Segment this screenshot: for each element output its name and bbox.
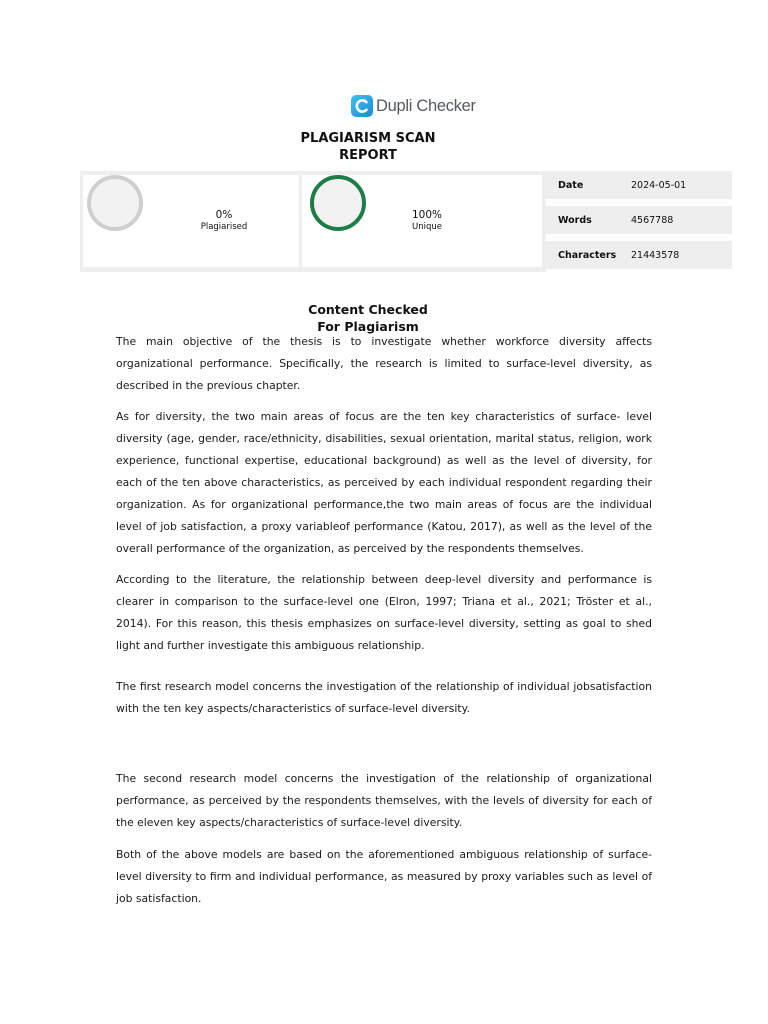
report-title	[268, 130, 468, 164]
plagiarised-percent: 0%	[215, 209, 233, 221]
plagiarised-label: Plagiarised	[200, 222, 248, 232]
unique-score-cell	[302, 175, 542, 267]
content-title-line-1: Content Checked	[308, 302, 428, 317]
brand-logo	[351, 94, 476, 118]
content-paragraph: Both of the above models are based on the aforementioned ambiguous relationship of surface-level diversity to firm and individual performance, as measured by proxy variables such as level of job satisfaction.	[116, 848, 652, 905]
plagiarised-score	[194, 209, 254, 233]
stat-row-date	[546, 171, 732, 199]
content-paragraph: The main objective of the thesis is to investigate whether workforce diversity affects organizational performance. Specifically, the research is limited to surface-level diversity, as described in the previous chapter.	[116, 335, 652, 392]
content-title-line-2: For Plagiarism	[317, 319, 419, 334]
dupli-checker-logo-icon	[351, 95, 373, 117]
logo-c-glyph-icon	[354, 98, 370, 114]
plagiarised-score-cell	[83, 175, 299, 267]
score-panel	[80, 171, 546, 272]
content-title	[268, 301, 468, 335]
stat-row-characters	[546, 241, 732, 269]
content-paragraph: As for diversity, the two main areas of focus are the ten key characteristics of surface- level diversity (age, gender, race/ethnicity, disabilities, sexual orientation, marital status, religion, work experience, functional expertise, educational background) as well as the level of diversity, for each of the ten above characteristics, as perceived by each individual respondent regarding their organization. As for organizational performance,the two main areas of focus are the individual level of job satisfaction, a proxy variableof performance (Katou, 2017), as well as the level of the overall performance of the organization, as perceived by the respondents themselves.	[116, 410, 652, 555]
report-title-line-1: PLAGIARISM SCAN	[300, 131, 436, 146]
unique-label: Unique	[412, 222, 442, 232]
stat-key: Words	[558, 214, 592, 226]
stat-value: 4567788	[631, 214, 674, 226]
content-paragraph: The first research model concerns the investigation of the relationship of individual jobsatisfaction with the ten key aspects/characteristics of surface-level diversity.	[116, 680, 652, 715]
stat-value: 2024-05-01	[631, 179, 687, 191]
unique-score	[397, 209, 457, 233]
stat-key: Date	[558, 179, 584, 191]
report-title-line-2: REPORT	[339, 148, 397, 163]
stat-value: 21443578	[631, 249, 680, 261]
content-paragraph: The second research model concerns the investigation of the relationship of organizational performance, as perceived by the respondents themselves, with the levels of diversity for each of the eleven key aspects/characteristics of surface-level diversity.	[116, 772, 652, 829]
plagiarised-ring-icon	[87, 175, 143, 231]
brand-name: Dupli Checker	[376, 96, 476, 115]
stat-row-words	[546, 206, 732, 234]
stat-key: Characters	[558, 249, 617, 261]
unique-ring-icon	[310, 175, 366, 231]
unique-percent: 100%	[411, 209, 443, 221]
content-paragraph: According to the literature, the relationship between deep-level diversity and performance is clearer in comparison to the surface-level one (Elron, 1997; Triana et al., 2021; Tröster et al., 2014). For this reason, this thesis emphasizes on surface-level diversity, setting as goal to shed light and further investigate this ambiguous relationship.	[116, 573, 652, 652]
